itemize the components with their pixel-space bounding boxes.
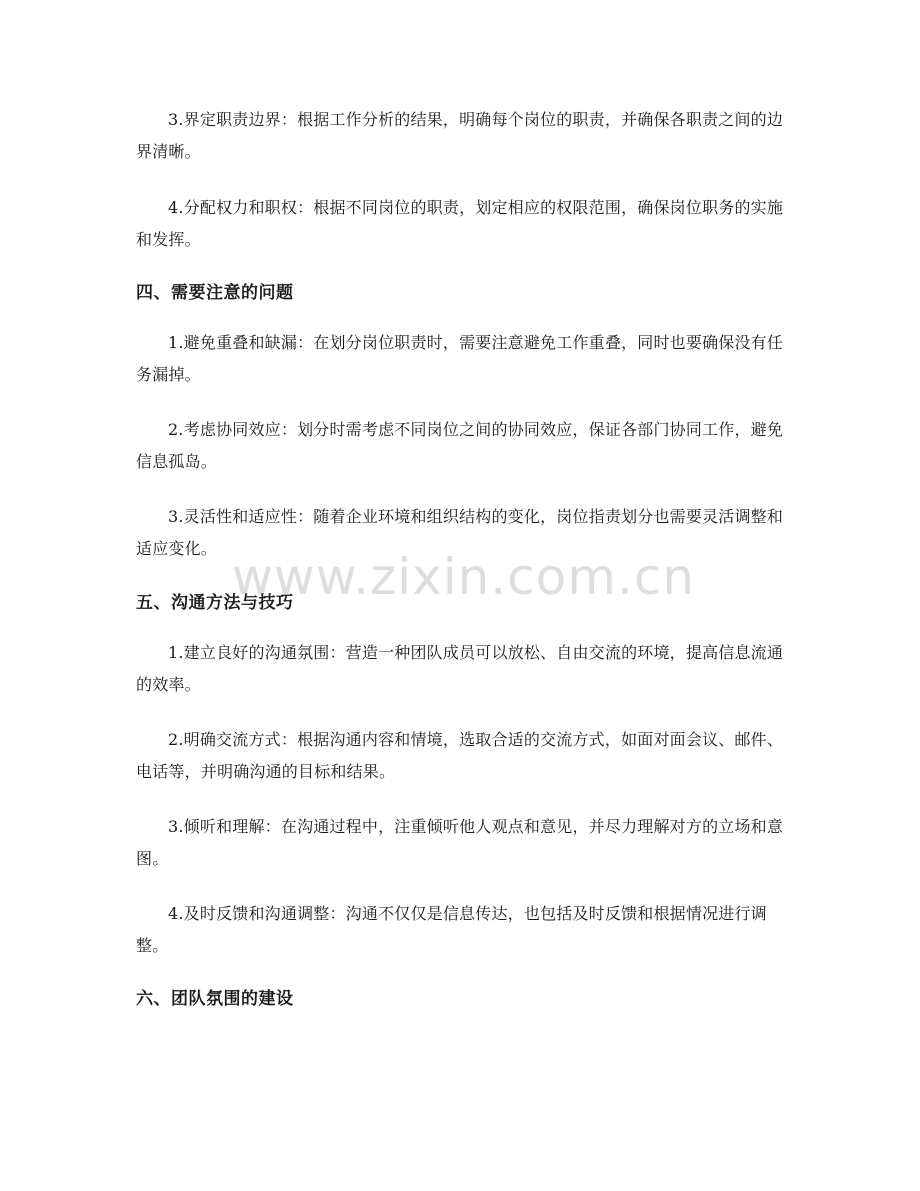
paragraph-flexibility: 3.灵活性和适应性：随着企业环境和组织结构的变化，岗位指责划分也需要灵活调整和适应变化。 [136,507,784,558]
paragraph-avoid-overlap: 1.避免重叠和缺漏：在划分岗位职责时，需要注意避免工作重叠，同时也要确保没有任务漏掉。 [136,333,784,384]
section-heading-4: 四、需要注意的问题 [136,283,294,303]
watermark: www.zixin.com.cn [232,548,696,606]
paragraph-define-boundaries: 3.界定职责边界：根据工作分析的结果，明确每个岗位的职责，并确保各职责之间的边界清晰。 [136,110,784,161]
section-heading-6: 六、团队氛围的建设 [136,989,294,1009]
paragraph-synergy: 2.考虑协同效应：划分时需考虑不同岗位之间的协同效应，保证各部门协同工作，避免信息孤岛。 [136,420,784,471]
paragraph-communication-atmosphere: 1.建立良好的沟通氛围：营造一种团队成员可以放松、自由交流的环境，提高信息流通的效率。 [136,643,784,694]
section-heading-5: 五、沟通方法与技巧 [136,593,294,613]
paragraph-assign-authority: 4.分配权力和职权：根据不同岗位的职责，划定相应的权限范围，确保岗位职务的实施和发挥。 [136,198,784,249]
paragraph-communication-methods: 2.明确交流方式：根据沟通内容和情境，选取合适的交流方式，如面对面会议、邮件、电话等，并明确沟通的目标和结果。 [136,730,784,781]
paragraph-feedback: 4.及时反馈和沟通调整：沟通不仅仅是信息传达，也包括及时反馈和根据情况进行调整。 [136,904,767,955]
paragraph-listening: 3.倾听和理解：在沟通过程中，注重倾听他人观点和意见，并尽力理解对方的立场和意图。 [136,817,784,868]
